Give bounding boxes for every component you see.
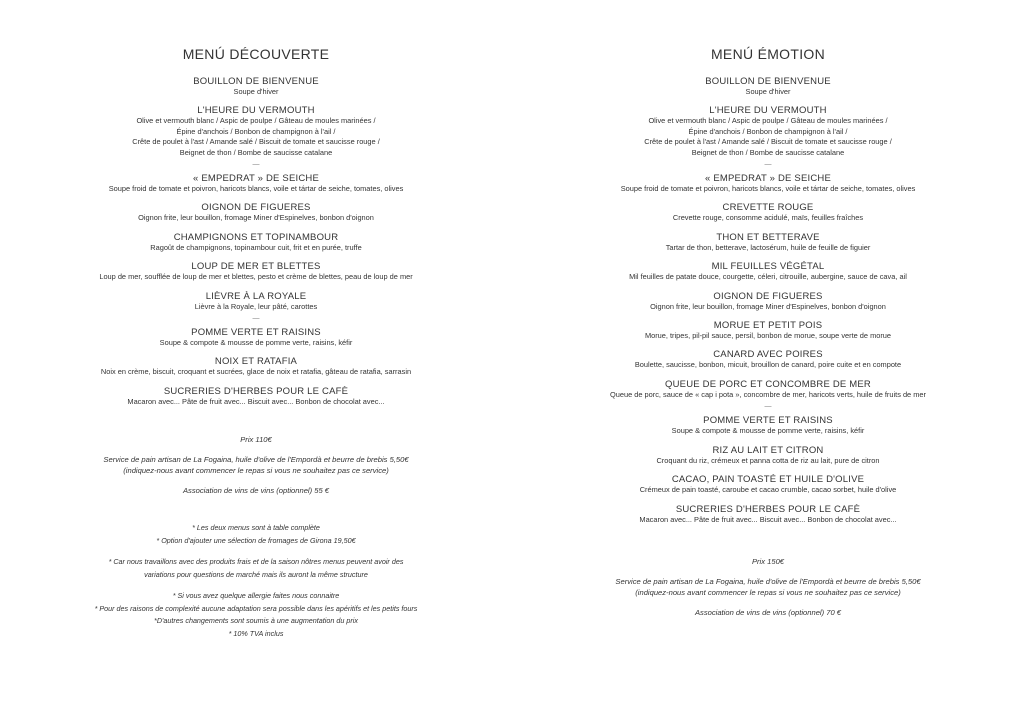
course-description: Oignon frite, leur bouillon, fromage Miner d'Espinelves, bonbon d'oignon — [650, 301, 886, 311]
menu-course — [533, 202, 1003, 223]
spacer — [21, 496, 491, 522]
course-name: « EMPEDRAT » DE SEICHE — [705, 173, 831, 185]
menu-title: MENÚ DÉCOUVERTE — [182, 46, 330, 62]
menu-course — [21, 105, 491, 158]
course-description: Olive et vermouth blanc / Aspic de poulpe / Gâteau de moules marinées / — [648, 116, 888, 126]
wine-pairing: Association de vins de vins (optionnel) 70 € — [694, 608, 842, 617]
course-description: Soupe froid de tomate et poivron, haricots blancs, voile et tártar de seiche, tomates, olives — [108, 184, 404, 194]
course-name: CREVETTE ROUGE — [722, 202, 814, 214]
footnote: * Si vous avez quelque allergie faites nous connaitre — [172, 591, 340, 600]
course-name: NOIX ET RATAFIA — [214, 356, 298, 368]
menu-course — [533, 445, 1003, 466]
footnote: * Pour des raisons de complexité aucune adaptation sera possible dans les apéritifs et les petits fours — [94, 603, 418, 613]
course-name: OIGNON DE FIGUERES — [201, 202, 311, 214]
wine-pairing: Association de vins de vins (optionnel) 55 € — [182, 486, 330, 495]
footnote: * 10% TVA inclus — [228, 628, 284, 638]
course-name: QUEUE DE PORC ET CONCOMBRE DE MER — [665, 378, 871, 390]
course-description: Lièvre à la Royale, leur pâté, carottes — [194, 301, 318, 311]
footnote: * Option d'ajouter une sélection de fromages de Girona 19,50€ — [156, 535, 356, 545]
course-description: Noix en crème, biscuit, croquant et sucrées, glace de noix et ratafia, gâteau de ratafia, sarrasin — [100, 367, 412, 377]
footnotes — [21, 496, 491, 640]
course-name: « EMPEDRAT » DE SEICHE — [193, 173, 319, 185]
course-name: LIÈVRE À LA ROYALE — [205, 290, 307, 302]
menu-course — [533, 291, 1003, 312]
course-description: Macaron avec... Pâte de fruit avec... Biscuit avec... Bonbon de chocolat avec... — [639, 514, 897, 524]
course-separator: — — [252, 315, 260, 323]
menu-course — [533, 105, 1003, 158]
menu-price: Prix 110€ — [240, 435, 272, 444]
spacer — [533, 567, 1003, 576]
course-name: CANARD AVEC POIRES — [713, 349, 823, 361]
course-name: MORUE ET PETIT POIS — [713, 320, 823, 332]
menu-course — [533, 173, 1003, 194]
course-separator: — — [764, 161, 772, 169]
bread-service-note: Service de pain artisan de La Fogaina, huile d'olive de l'Empordà et beurre de brebis 5,50€ — [615, 577, 921, 586]
menu-course — [21, 291, 491, 312]
course-name: POMME VERTE ET RAISINS — [703, 415, 833, 427]
menu-course — [21, 173, 491, 194]
course-description: Épine d'anchois / Bonbon de champignon à l'ail / — [688, 126, 848, 136]
course-description: Crête de poulet à l'ast / Amande salé / Biscuit de tomate et saucisse rouge / — [644, 137, 892, 147]
course-name: SUCRERIES D'HERBES POUR LE CAFÈ — [675, 503, 861, 515]
spacer — [21, 445, 491, 454]
menu-course — [533, 232, 1003, 253]
course-description: Olive et vermouth blanc / Aspic de poulpe / Gâteau de moules marinées / — [136, 116, 376, 126]
course-name: BOUILLON DE BIENVENUE — [193, 76, 319, 87]
course-name: CACAO, PAIN TOASTÉ ET HUILE D'OLIVE — [671, 474, 865, 486]
course-name: SUCRERIES D'HERBES POUR LE CAFÈ — [163, 385, 349, 397]
footnote: *D'autres changements sont soumis à une augmentation du prix — [154, 616, 358, 625]
menu-price: Prix 150€ — [751, 557, 785, 566]
menu-course — [21, 76, 491, 97]
course-description: Crémeux de pain toasté, caroube et cacao crumble, cacao sorbet, huile d'olive — [639, 485, 897, 495]
course-description: Beignet de thon / Bombe de saucisse catalane — [691, 147, 845, 157]
course-name: BOUILLON DE BIENVENUE — [705, 76, 831, 87]
menu-course — [21, 232, 491, 253]
menu-course — [21, 202, 491, 223]
course-description: Soupe d'hiver — [745, 87, 791, 96]
spacer — [21, 476, 491, 485]
course-description: Queue de porc, sauce de « cap i pota », concombre de mer, haricots verts, huile de fruits de mer — [610, 389, 926, 399]
course-separator: — — [252, 161, 260, 169]
spacer — [21, 581, 491, 590]
course-name: MIL FEUILLES VÉGÉTAL — [711, 261, 825, 273]
course-name: THON ET BETTERAVE — [716, 231, 820, 243]
course-description: Mil feuilles de patate douce, courgette, céleri, citrouille, aubergine, sauce de cava, ail — [629, 272, 907, 282]
menu-emotion-footer — [533, 556, 1003, 618]
footnote: variations pour questions de marché mais ils auront la même structure — [144, 569, 368, 579]
spacer — [21, 547, 491, 556]
course-description: Macaron avec... Pâte de fruit avec... Biscuit avec... Bonbon de chocolat avec... — [127, 396, 385, 406]
course-description: Morue, tripes, pil-pil sauce, persil, bonbon de morue, soupe verte de morue — [644, 331, 892, 341]
course-name: POMME VERTE ET RAISINS — [191, 327, 321, 339]
bread-service-note: (indiquez-nous avant commencer le repas si vous ne souhaitez pas ce service) — [635, 588, 901, 597]
footnote: * Car nous travaillons avec des produits frais et de la saison nôtres menus peuvent avoir des — [108, 557, 404, 566]
bread-service-note: (indiquez-nous avant commencer le repas si vous ne souhaitez pas ce service) — [123, 466, 389, 475]
menu-course — [533, 349, 1003, 370]
course-description: Soupe d'hiver — [233, 87, 279, 96]
course-description: Ragoût de champignons, topinambour cuit, frit et en purée, truffe — [150, 242, 362, 252]
course-separator: — — [764, 403, 772, 411]
menu-title: MENÚ ÉMOTION — [710, 46, 826, 62]
course-description: Croquant du riz, crémeux et panna cotta de riz au lait, pure de citron — [656, 455, 880, 465]
course-name: L'HEURE DU VERMOUTH — [709, 105, 827, 117]
course-description: Tartar de thon, betterave, lactosérum, huile de feuille de figuier — [665, 242, 871, 252]
course-description: Soupe & compote & mousse de pomme verte, raisins, kéfir — [671, 426, 865, 436]
course-description: Soupe froid de tomate et poivron, haricots blancs, voile et tártar de seiche, tomates, olives — [620, 184, 916, 194]
spacer — [533, 598, 1003, 607]
course-description: Loup de mer, soufflée de loup de mer et blettes, pesto et crème de blettes, peau de loup de mer — [99, 272, 413, 282]
menu-decouverte-footer — [21, 434, 491, 640]
menu-course — [21, 386, 491, 407]
menu-course — [533, 76, 1003, 97]
menu-course — [533, 379, 1003, 400]
course-description: Soupe & compote & mousse de pomme verte, raisins, kéfir — [159, 338, 353, 348]
menu-course — [533, 415, 1003, 436]
course-description: Crête de poulet à l'ast / Amande salé / Biscuit de tomate et saucisse rouge / — [132, 137, 380, 147]
course-description: Crevette rouge, consomme acidulé, maïs, feuilles fraîches — [672, 213, 864, 223]
course-description: Oignon frite, leur bouillon, fromage Miner d'Espinelves, bonbon d'oignon — [138, 213, 374, 223]
course-name: L'HEURE DU VERMOUTH — [197, 105, 315, 117]
course-name: OIGNON DE FIGUERES — [713, 290, 823, 302]
bread-service-note: Service de pain artisan de La Fogaina, huile d'olive de l'Empordà et beurre de brebis 5,50€ — [103, 455, 409, 464]
menu-course — [533, 261, 1003, 282]
course-name: CHAMPIGNONS ET TOPINAMBOUR — [173, 231, 339, 243]
footnote: * Les deux menus sont à table complète — [192, 523, 320, 532]
course-description: Beignet de thon / Bombe de saucisse catalane — [179, 147, 333, 157]
menu-course — [21, 327, 491, 348]
menu-course — [21, 356, 491, 377]
menu-decouverte — [21, 45, 491, 407]
menu-course — [533, 320, 1003, 341]
course-name: LOUP DE MER ET BLETTES — [191, 261, 321, 273]
course-name: RIZ AU LAIT ET CITRON — [712, 444, 824, 456]
menu-course — [533, 504, 1003, 525]
course-description: Boulette, saucisse, bonbon, micuit, brouillon de canard, poire cuite et en compote — [634, 360, 902, 370]
menu-course — [21, 261, 491, 282]
menu-course — [533, 474, 1003, 495]
menu-emotion — [533, 45, 1003, 525]
course-description: Épine d'anchois / Bonbon de champignon à l'ail / — [176, 126, 336, 136]
